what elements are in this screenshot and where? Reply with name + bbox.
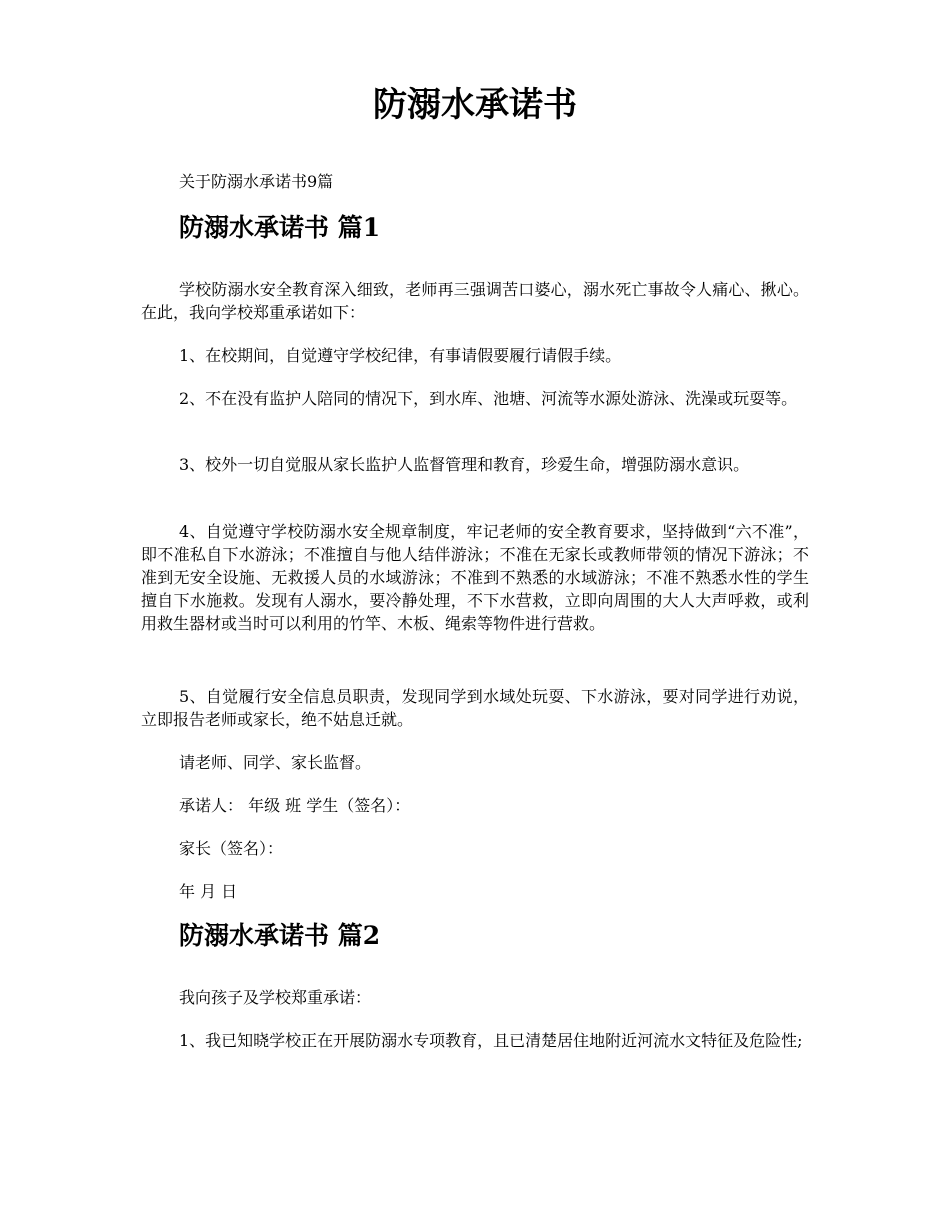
section-1-paragraph: 请老师、同学、家长监督。 [179, 753, 372, 772]
section-1-heading: 防溺水承诺书 篇1 [179, 213, 381, 242]
section-1-paragraph: 学校防溺水安全教育深入细致，老师再三强调苦口婆心，溺水死亡事故令人痛心、揪心。在此，我向学校郑重承诺如下： [141, 280, 809, 322]
section-1-paragraph: 1、在校期间，自觉遵守学校纪律，有事请假要履行请假手续。 [179, 346, 622, 365]
section-1-paragraph: 3、校外一切自觉服从家长监护人监督管理和教育，珍爱生命，增强防溺水意识。 [179, 455, 750, 474]
section-2-heading: 防溺水承诺书 篇2 [179, 921, 381, 950]
document-subtitle: 关于防溺水承诺书9篇 [179, 172, 334, 191]
section-1-paragraph: 2、不在没有监护人陪同的情况下，到水库、池塘、河流等水源处游泳、洗澡或玩耍等。 [179, 389, 798, 408]
section-1-paragraph: 4、自觉遵守学校防溺水安全规章制度，牢记老师的安全教育要求，坚持做到“六不准”，即不准私自下水游泳；不准擅自与他人结伴游泳；不准在无家长或教师带领的情况下游泳；不准到无安全设施、无救援人员的水域游泳；不准到不熟悉的水域游泳；不准不熟悉水性的学生擅自下水施救。发现有人溺水，要冷静处理，不下水营救，立即向周围的大人大声呼救，或利用救生器材或当时可以利用的竹竿、木板、绳索等物件进行营救。 [141, 522, 809, 633]
signature-line-student: 承诺人： 年级 班 学生（签名）： [179, 796, 411, 815]
date-line: 年 月 日 [179, 882, 238, 901]
document-title: 防溺水承诺书 [373, 85, 577, 125]
signature-line-parent: 家长（签名）： [179, 839, 284, 858]
section-2-paragraph: 我向孩子及学校郑重承诺： [179, 988, 372, 1007]
section-2-paragraph: 1、我已知晓学校正在开展防溺水专项教育，且已清楚居住地附近河流水文特征及危险性; [179, 1031, 803, 1050]
section-1-paragraph: 5、自觉履行安全信息员职责，发现同学到水域处玩耍、下水游泳，要对同学进行劝说，立即报告老师或家长，绝不姑息迁就。 [141, 687, 809, 729]
